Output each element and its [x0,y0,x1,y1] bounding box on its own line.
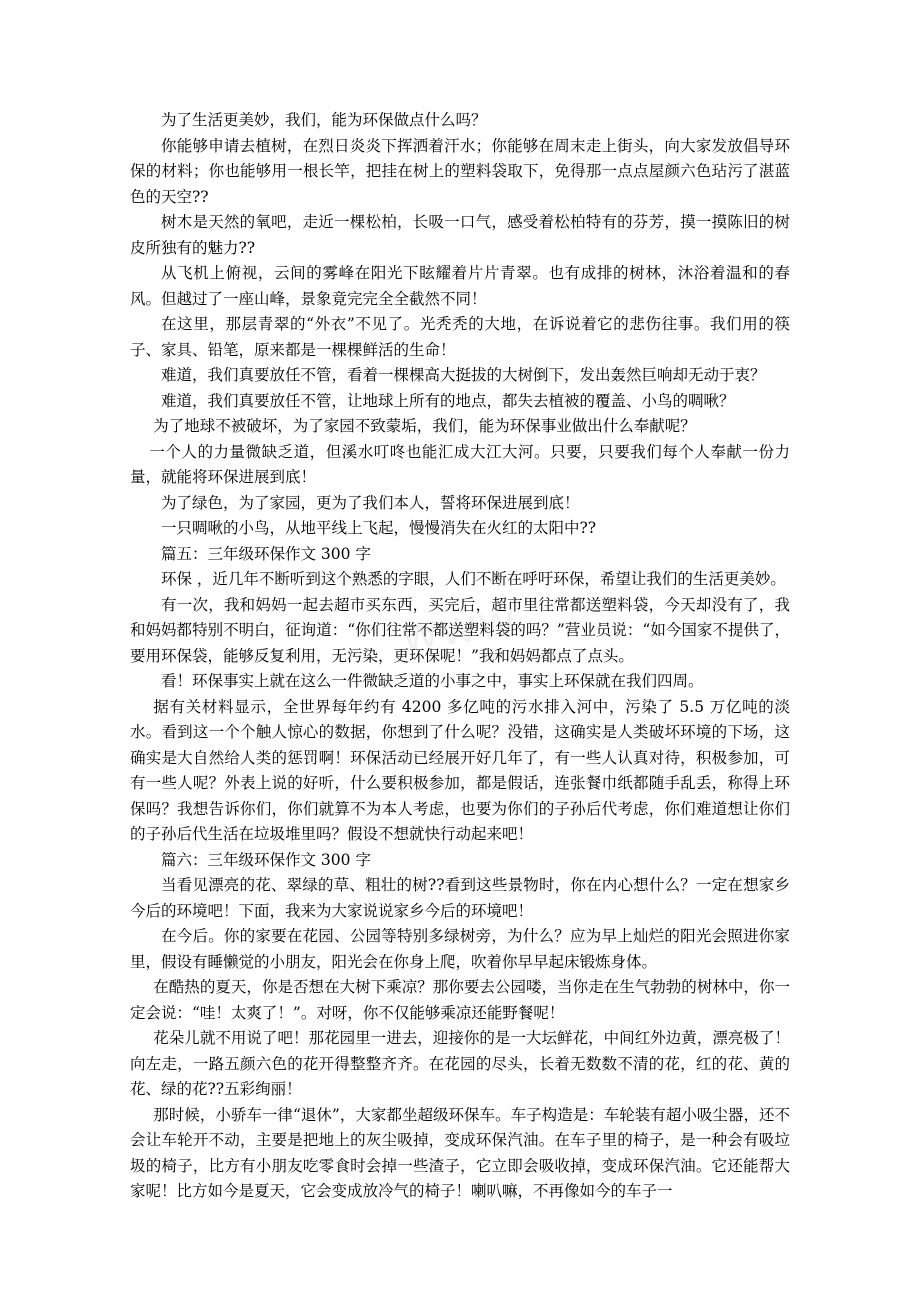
paragraph-4: 从飞机上俯视，云间的雾峰在阳光下眩耀着片片青翠。也有成排的树林，沐浴着温和的春风。但越过了一座山峰，景象竟完完全全截然不同！ [130,264,790,308]
paragraph-19: 花朵儿就不用说了吧！那花园里一进去，迎接你的是一大坛鲜花，中间红外边黄，漂亮极了！向左走，一路五颜六色的花开得整整齐齐。在花园的尽头，长着无数数不清的花，红的花、黄的花、绿的花??五彩绚丽！ [130,1029,790,1098]
section-heading-6: 篇六：三年级环保作文 300 字 [161,850,371,869]
paragraph-16: 当看见漂亮的花、翠绿的草、粗壮的树??看到这些景物时，你在内心想什么？一定在想家乡今后的环境吧！下面，我来为大家说说家乡今后的环境吧！ [130,876,790,920]
document-body [130,108,790,1205]
paragraph-9: 一个人的力量微缺乏道，但溪水叮咚也能汇成大江大河。只要，只要我们每个人奉献一份力量，就能将环保进展到底！ [130,442,790,486]
paragraph-5: 在这里，那层青翠的“外衣”不见了。光秃秃的大地，在诉说着它的悲伤往事。我们用的筷子、家具、铅笔，原来都是一棵棵鲜活的生命！ [130,315,790,359]
paragraph-15: 据有关材料显示，全世界每年约有 4200 多亿吨的污水排入河中，污染了 5.5 万亿吨的淡水。看到这一个个触人惊心的数据，你想到了什么呢？没错，这确实是人类破坏环境的下场，这确实是大自然给人类的惩罚啊！环保活动已经展开好几年了，有一些人认真对待，积极参加，可有一些人呢？外表上说的好听，什么要积极参加，都是假话，连张餐巾纸都随手乱丢，称得上环保吗？我想告诉你们，你们就算不为本人考虑，也要为你们的子孙后代考虑，你们难道想让你们的子孙后代生活在垃圾堆里吗？假设不想就快行动起来吧！ [130,697,790,843]
section-heading-5: 篇五：三年级环保作文 300 字 [161,544,371,563]
watermark: www [398,593,522,662]
paragraph-8: 为了地球不被破坏，为了家园不致蒙垢，我们，能为环保事业做出什么奉献呢？ [153,417,696,435]
paragraph-12: 环保 ，近几年不断听到这个熟悉的字眼，人们不断在呼吁环保，希望让我们的生活更美妙。 [161,570,786,588]
paragraph-1: 为了生活更美妙，我们，能为环保做点什么吗？ [161,111,487,129]
paragraph-14: 看！环保事实上就在这么一件微缺乏道的小事之中，事实上环保就在我们四周。 [161,672,704,690]
paragraph-2: 你能够申请去植树，在烈日炎炎下挥洒着汗水；你能够在周末走上街头，向大家发放倡导环保的材料；你也能够用一根长竿，把挂在树上的塑料袋取下，免得那一点点屋颜六色玷污了湛蓝色的天空?? [130,136,790,206]
paragraph-18: 在酷热的夏天，你是否想在大树下乘凉？那你要去公园喽，当你走在生气勃勃的树林中，你一定会说：“哇！太爽了！”。对呀，你不仅能够乘凉还能野餐呢！ [130,978,790,1022]
paragraph-3: 树木是天然的氧吧，走近一棵松柏，长吸一口气，感受着松柏特有的芬芳，摸一摸陈旧的树皮所独有的魅力?? [130,213,790,257]
paragraph-17: 在今后。你的家要在花园、公园等特别多绿树旁，为什么？应为早上灿烂的阳光会照进你家里，假设有睡懒觉的小朋友，阳光会在你身上爬，吹着你早早起床锻炼身体。 [130,927,790,971]
paragraph-7: 难道，我们真要放任不管，让地球上所有的地点，都失去植被的覆盖、小鸟的啁啾？ [161,391,735,410]
paragraph-10: 为了绿色，为了家园，更为了我们本人，誓将环保进展到底！ [161,493,580,512]
paragraph-13: 有一次，我和妈妈一起去超市买东西，买完后，超市里往常都送塑料袋，今天却没有了，我和妈妈都特别不明白，征询道：“你们往常不都送塑料袋的吗？”营业员说：“如今国家不提供了，要用环保袋，能够反复利用，无污染，更环保呢！”我和妈妈都点了点头。 [130,595,790,665]
paragraph-11: 一只啁啾的小鸟，从地平线上飞起，慢慢消失在火红的太阳中?? [161,519,597,537]
paragraph-20: 那时候，小骄车一律“退休”，大家都坐超级环保车。车子构造是：车轮装有超小吸尘器，还不会让车轮开不动，主要是把地上的灰尘吸掉，变成环保汽油。在车子里的椅子，是一种会有吸垃圾的椅子，比方有小朋友吃零食时会掉一些渣子，它立即会吸收掉，变成环保汽油。它还能帮大家呢！比方如今是夏天，它会变成放冷气的椅子！喇叭嘛，不再像如今的车子一 [130,1105,790,1200]
paragraph-6: 难道，我们真要放任不管，看着一棵棵高大挺拔的大树倒下，发出轰然巨响却无动于衷？ [161,366,766,384]
